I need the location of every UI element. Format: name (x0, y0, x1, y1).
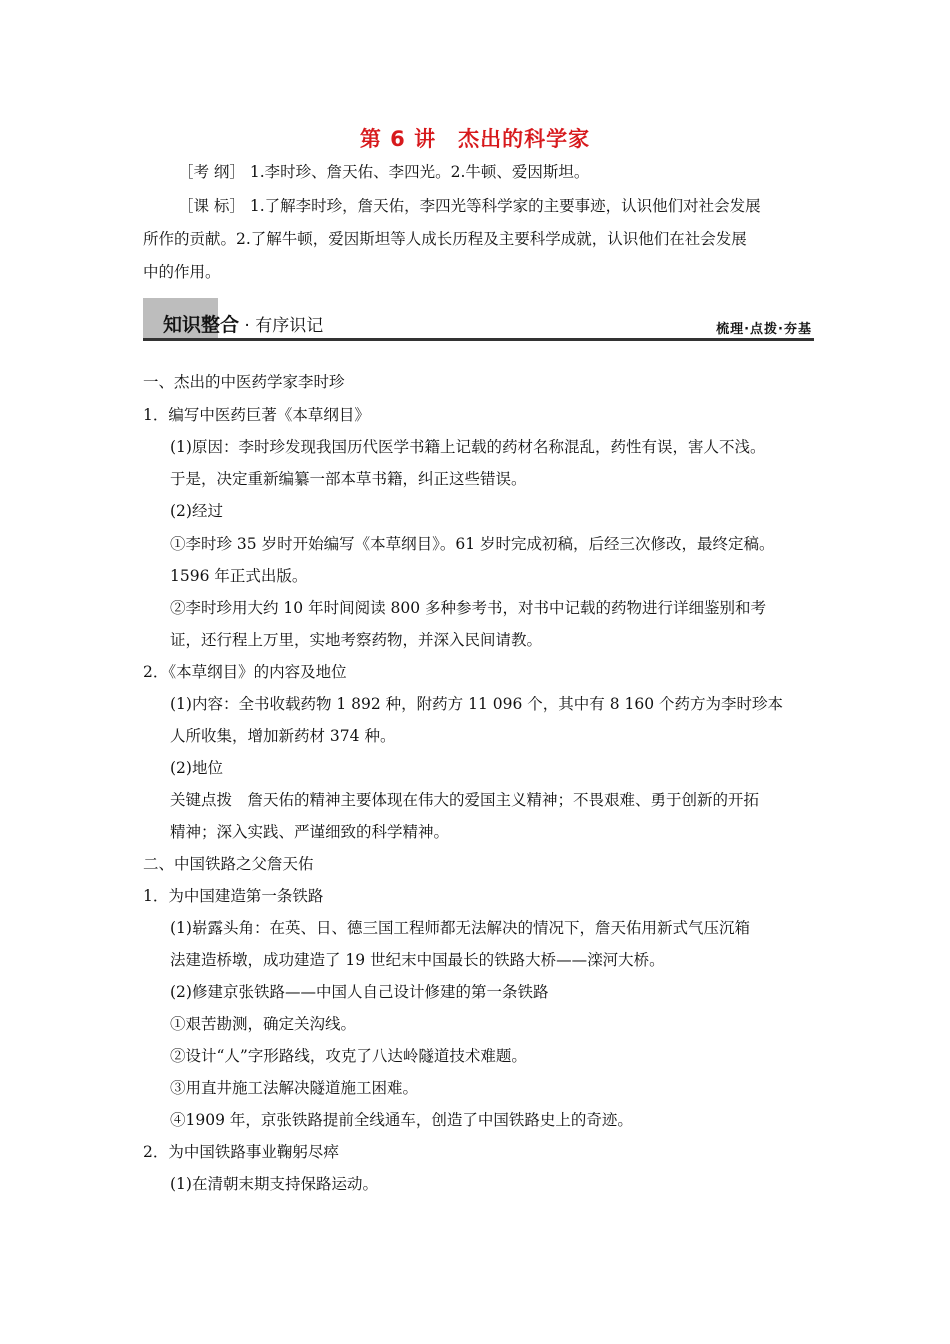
banner-rule (143, 338, 814, 341)
paragraph-line: ②李时珍用大约 10 年时间阅读 800 多种参考书，对书中记载的药物进行详细鉴别和考 (170, 599, 767, 617)
standard-line: ［课 标］ 1.了解李时珍，詹天佑，李四光等科学家的主要事迹，认识他们对社会发展 (178, 197, 761, 215)
paragraph-line: (2)地位 (170, 759, 223, 777)
paragraph-line: ③用直井施工法解决隧道施工困难。 (170, 1079, 419, 1097)
lesson-title: 第 6 讲 杰出的科学家 (359, 127, 591, 151)
sub-heading: 2．《本草纲目》的内容及地位 (143, 663, 347, 681)
banner-sub: · 有序识记 (239, 316, 324, 336)
paragraph-line: ④1909 年，京张铁路提前全线通车，创造了中国铁路史上的奇迹。 (170, 1111, 633, 1129)
outline-line: ［考 纲］ 1.李时珍、詹天佑、李四光。2.牛顿、爱因斯坦。 (178, 163, 590, 181)
paragraph-line: ①李时珍 35 岁时开始编写《本草纲目》。61 岁时完成初稿，后经三次修改，最终定稿。 (170, 535, 775, 553)
paragraph-line: 1596 年正式出版。 (170, 567, 308, 585)
section-heading: 一、杰出的中医药学家李时珍 (143, 373, 345, 391)
paragraph-line: 证，还行程上万里，实地考察药物，并深入民间请教。 (170, 631, 543, 649)
paragraph-line: 法建造桥墩，成功建造了 19 世纪末中国最长的铁路大桥——滦河大桥。 (170, 951, 665, 969)
section-heading: 二、中国铁路之父詹天佑 (143, 855, 314, 873)
paragraph-line: (2)修建京张铁路——中国人自己设计修建的第一条铁路 (170, 983, 549, 1001)
standard-line: 中的作用。 (143, 263, 221, 281)
standard-line: 所作的贡献。2.了解牛顿，爱因斯坦等人成长历程及主要科学成就，认识他们在社会发展 (143, 230, 747, 248)
banner-title (163, 310, 323, 337)
sub-heading: 1．编写中医药巨著《本草纲目》 (143, 406, 370, 424)
section-banner (143, 298, 814, 342)
paragraph-line: ①艰苦勘测，确定关沟线。 (170, 1015, 357, 1033)
paragraph-line: (1)内容：全书收载药物 1 892 种，附药方 11 096 个，其中有 8 160 个药方为李时珍本 (170, 695, 784, 713)
paragraph-line: (1)原因：李时珍发现我国历代医学书籍上记载的药材名称混乱，药性有误，害人不浅。 (170, 438, 766, 456)
paragraph-line: ②设计“人”字形路线，攻克了八达岭隧道技术难题。 (170, 1047, 527, 1065)
sub-heading: 2．为中国铁路事业鞠躬尽瘁 (143, 1143, 339, 1161)
key-point-line: 关键点拨 詹天佑的精神主要体现在伟大的爱国主义精神；不畏艰难、勇于创新的开拓 (170, 791, 760, 809)
banner-main: 知识整合 (163, 314, 240, 336)
paragraph-line: (2)经过 (170, 502, 223, 520)
paragraph-line: (1)在清朝末期支持保路运动。 (170, 1175, 378, 1193)
sub-heading: 1．为中国建造第一条铁路 (143, 887, 324, 905)
paragraph-line: 于是，决定重新编纂一部本草书籍，纠正这些错误。 (170, 470, 527, 488)
paragraph-line: (1)崭露头角：在英、日、德三国工程师都无法解决的情况下，詹天佑用新式气压沉箱 (170, 919, 750, 937)
key-point-line: 精神；深入实践、严谨细致的科学精神。 (170, 823, 450, 841)
banner-right-label: 梳理·点拨·夯基 (716, 322, 812, 337)
paragraph-line: 人所收集，增加新药材 374 种。 (170, 727, 396, 745)
